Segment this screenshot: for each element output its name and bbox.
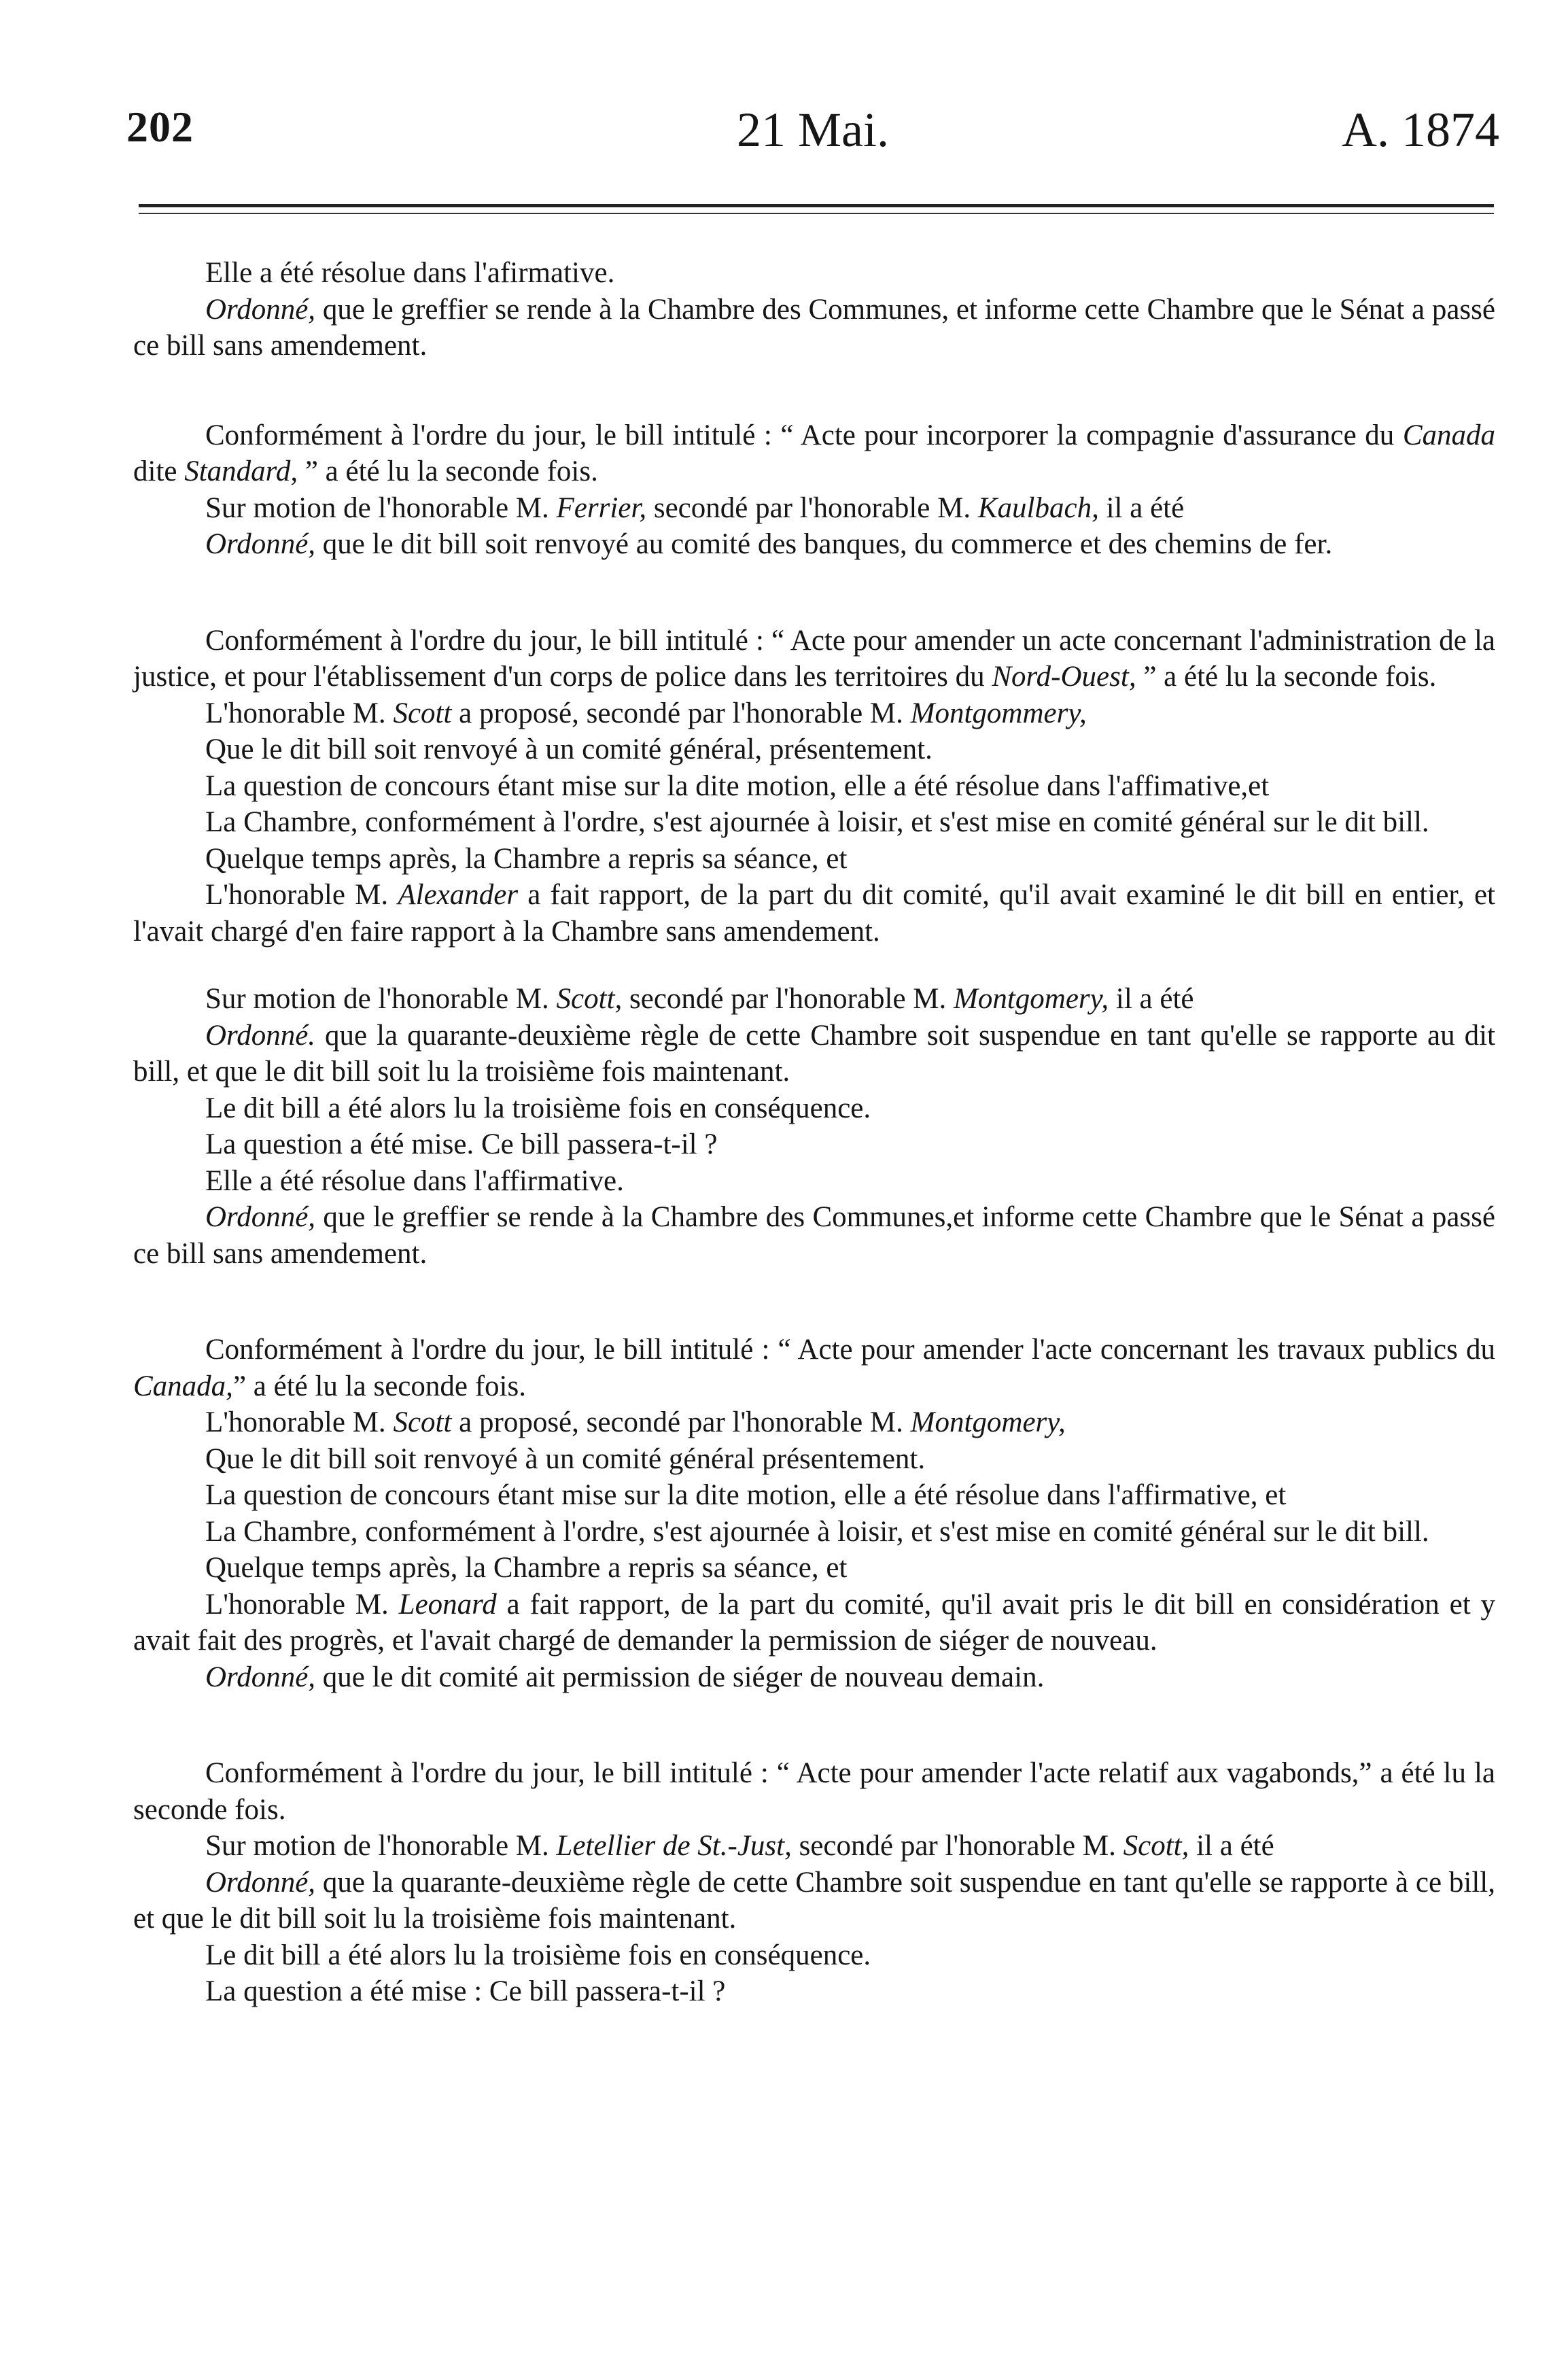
text-run: ” a été lu la seconde fois. <box>298 455 598 487</box>
text-run: L'honorable M. <box>205 697 394 729</box>
paragraph <box>133 292 1495 364</box>
italic-text: Nord-Ouest, <box>992 661 1136 693</box>
text-run: que le dit comité ait permission de siéger de nouveau demain. <box>315 1661 1045 1693</box>
italic-text: Standard, <box>184 455 298 487</box>
text-run: Quelque temps après, la Chambre a repris sa séance, et <box>205 1552 848 1584</box>
paragraph <box>133 623 1495 695</box>
italic-text: Montgomery, <box>954 983 1109 1015</box>
italic-text: Ordonné, <box>205 528 316 560</box>
paragraph <box>133 841 1495 878</box>
paragraph <box>133 1126 1495 1163</box>
paragraph <box>133 1441 1495 1478</box>
text-run: Conformément à l'ordre du jour, le bill intitulé : “ Acte pour amender l'acte concernant les travaux publics du <box>205 1334 1495 1366</box>
italic-text: Ordonné, <box>205 1201 316 1233</box>
italic-text: Scott <box>393 1406 452 1438</box>
text-run: a proposé, secondé par l'honorable M. <box>451 1406 911 1438</box>
italic-text: Letellier de St.-Just, <box>556 1830 792 1862</box>
italic-text: Ordonné. <box>205 1019 316 1052</box>
page-number: 202 <box>126 103 194 151</box>
text-run: il a été <box>1098 491 1185 524</box>
italic-text: Ferrier, <box>556 491 647 524</box>
header-rule <box>139 204 1494 207</box>
text-run: Conformément à l'ordre du jour, le bill intitulé : “ Acte pour incorporer la compagnie d'assurance du <box>205 419 1403 451</box>
text-run: secondé par l'honorable M. <box>646 491 978 524</box>
text-run: que la quarante-deuxième règle de cette Chambre soit suspendue en tant qu'elle se rapporte au dit bill, et que le dit bill soit lu la troisième fois maintenant. <box>133 1019 1495 1088</box>
paragraph <box>133 255 1495 292</box>
paragraph <box>133 768 1495 805</box>
italic-text: Kaulbach, <box>977 491 1099 524</box>
paragraph <box>133 1865 1495 1937</box>
text-run: La question a été mise : Ce bill passera-t-il ? <box>205 1975 726 2007</box>
italic-text: Ordonné, <box>205 293 316 326</box>
paragraph <box>133 1587 1495 1659</box>
italic-text: Canada <box>1402 419 1495 451</box>
text-run: L'honorable M. <box>205 1406 394 1438</box>
text-run: Que le dit bill soit renvoyé à un comité général, présentement. <box>205 733 933 765</box>
italic-text: Scott, <box>1123 1830 1189 1862</box>
text-run: que le greffier se rende à la Chambre des Communes, et informe cette Chambre que le Sénat a passé ce bill sans amendement. <box>133 293 1495 362</box>
paragraph <box>133 1828 1495 1865</box>
paragraph <box>133 1514 1495 1551</box>
text-run: secondé par l'honorable M. <box>791 1830 1123 1862</box>
text-run: Conformément à l'ordre du jour, le bill intitulé : “ Acte pour amender un acte concernant l'administration de la justice, et pour l'établissement d'un corps de police dans les territoires du <box>133 624 1495 693</box>
text-run: Quelque temps après, la Chambre a repris sa séance, et <box>205 842 848 875</box>
paragraph <box>133 804 1495 841</box>
text-run: Elle a été résolue dans l'affirmative. <box>205 1164 624 1197</box>
body-text <box>133 255 1495 2010</box>
paragraph <box>133 1755 1495 1828</box>
text-run: Sur motion de l'honorable M. <box>205 1830 557 1862</box>
text-run: que le dit bill soit renvoyé au comité des banques, du commerce et des chemins de fer. <box>315 528 1333 560</box>
paragraph <box>133 1404 1495 1441</box>
paragraph <box>133 981 1495 1018</box>
italic-text: Ordonné, <box>205 1866 316 1899</box>
text-run: Elle a été résolue dans l'afirmative. <box>205 257 615 289</box>
paragraph <box>133 417 1495 490</box>
italic-text: Leonard <box>398 1588 497 1621</box>
paragraph <box>133 1973 1495 2010</box>
text-run: La question de concours étant mise sur la dite motion, elle a été résolue dans l'affirmative, et <box>205 1479 1287 1511</box>
text-run: Le dit bill a été alors lu la troisième fois en conséquence. <box>205 1092 871 1124</box>
paragraph <box>133 1163 1495 1200</box>
paragraph <box>133 1199 1495 1272</box>
text-run: que le greffier se rende à la Chambre des Communes,et informe cette Chambre que le Sénat a passé ce bill sans amendement. <box>133 1201 1495 1270</box>
page-date: 21 Mai. <box>737 103 889 157</box>
paragraph <box>133 1477 1495 1514</box>
text-run: il a été <box>1189 1830 1274 1862</box>
page-year: A. 1874 <box>1342 103 1499 157</box>
paragraph <box>133 1659 1495 1696</box>
italic-text: Alexander <box>398 879 519 911</box>
paragraph <box>133 731 1495 768</box>
italic-text: Montgommery, <box>910 697 1087 729</box>
italic-text: Canada, <box>133 1370 233 1402</box>
text-run: que la quarante-deuxième règle de cette Chambre soit suspendue en tant qu'elle se rapporte à ce bill, et que le dit bill soit lu la troisième fois maintenant. <box>133 1866 1495 1935</box>
paragraph <box>133 1550 1495 1587</box>
text-run: Que le dit bill soit renvoyé à un comité général présentement. <box>205 1442 926 1475</box>
text-run: L'honorable M. <box>205 1588 399 1621</box>
text-run: Sur motion de l'honorable M. <box>205 491 557 524</box>
text-run: La Chambre, conformément à l'ordre, s'est ajournée à loisir, et s'est mise en comité général sur le dit bill. <box>205 806 1429 838</box>
paragraph <box>133 1937 1495 1974</box>
italic-text: Scott, <box>556 983 623 1015</box>
text-run: Le dit bill a été alors lu la troisième fois en conséquence. <box>205 1939 871 1971</box>
italic-text: Ordonné, <box>205 1661 316 1693</box>
text-run: a proposé, secondé par l'honorable M. <box>451 697 911 729</box>
page-header <box>126 102 1499 177</box>
text-run: il a été <box>1109 983 1194 1015</box>
italic-text: Scott <box>393 697 452 729</box>
paragraph <box>133 695 1495 732</box>
text-run: secondé par l'honorable M. <box>622 983 954 1015</box>
text-run: La Chambre, conformément à l'ordre, s'est ajournée à loisir, et s'est mise en comité général sur le dit bill. <box>205 1515 1429 1548</box>
paragraph <box>133 526 1495 563</box>
paragraph <box>133 877 1495 950</box>
text-run: ” a été lu la seconde fois. <box>1136 661 1437 693</box>
text-run: dite <box>133 455 185 487</box>
header-rule-thin <box>139 213 1494 214</box>
text-run: La question a été mise. Ce bill passera-t-il ? <box>205 1128 718 1160</box>
paragraph <box>133 1332 1495 1404</box>
paragraph <box>133 1018 1495 1090</box>
text-run: a fait rapport, de la part du dit comité, qu'il avait examiné le dit bill en entier, et l'avait chargé d'en faire rapport à la Chambre sans amendement. <box>133 879 1495 948</box>
text-run: L'honorable M. <box>205 879 398 911</box>
paragraph <box>133 490 1495 527</box>
text-run: Conformément à l'ordre du jour, le bill intitulé : “ Acte pour amender l'acte relatif aux vagabonds,” a été lu la seconde fois. <box>133 1757 1495 1826</box>
text-run: Sur motion de l'honorable M. <box>205 983 557 1015</box>
text-run: a fait rapport, de la part du comité, qu'il avait pris le dit bill en considération et y avait fait des progrès, et l'avait chargé de demander la permission de siéger de nouveau. <box>133 1588 1495 1657</box>
text-run: ” a été lu la seconde fois. <box>232 1370 526 1402</box>
text-run: La question de concours étant mise sur la dite motion, elle a été résolue dans l'affimative,et <box>205 769 1270 802</box>
paragraph <box>133 1090 1495 1127</box>
italic-text: Montgomery, <box>910 1406 1066 1438</box>
